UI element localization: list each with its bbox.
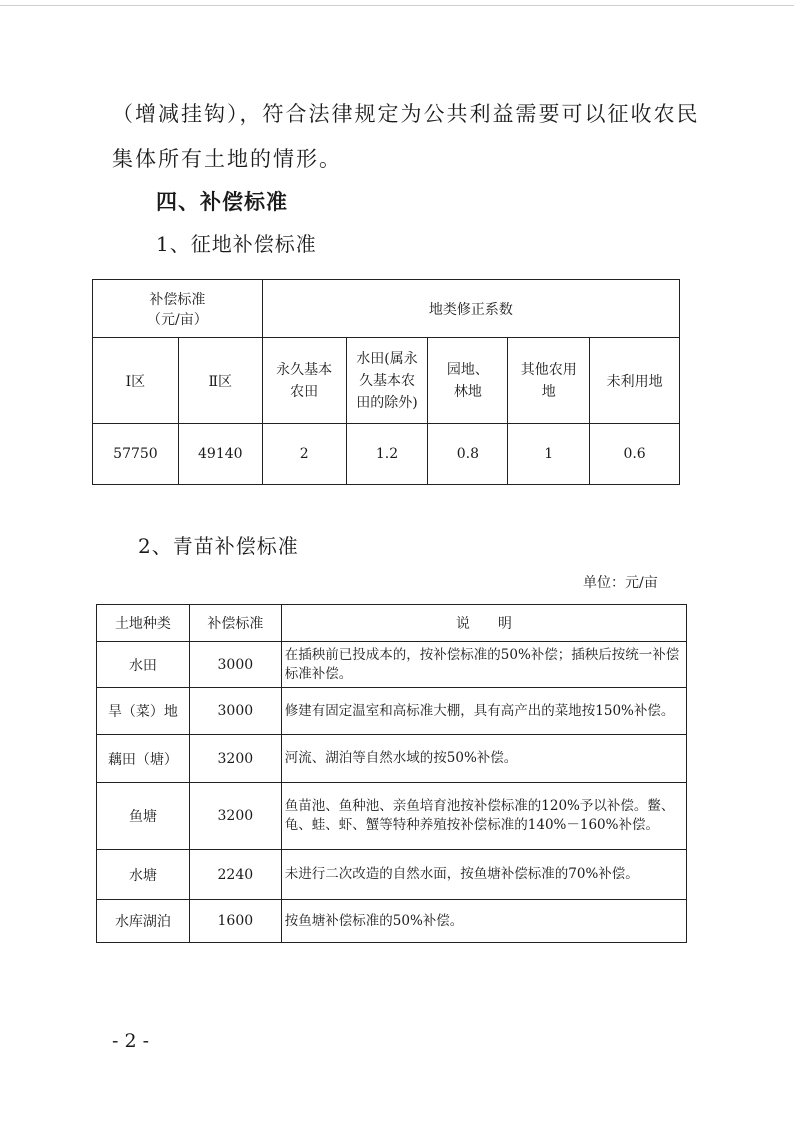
section-heading: 四、补偿标准 [156,190,288,214]
header-unused-land: 未利用地 [590,338,680,424]
standard-cell: 3000 [189,688,281,735]
header-other-agricultural: 其他农用地 [508,338,590,424]
top-rule [0,5,794,6]
land-type-cell: 旱（菜）地 [97,688,190,735]
table-row [97,900,687,943]
table-row [97,642,687,688]
land-type-cell: 水库湖泊 [97,900,190,943]
standard-cell: 1600 [189,900,281,943]
header-zone-1: Ⅰ区 [93,338,179,424]
header-paddy: 水田(属永久基本农田的除外) [346,338,428,424]
crop-compensation-table [96,604,687,943]
subheading-crop-compensation: 2、青苗补偿标准 [138,534,299,558]
standard-cell: 3000 [189,642,281,688]
header-zone-2: Ⅱ区 [178,338,262,424]
value-permanent-farmland: 2 [262,424,346,485]
header-permanent-farmland: 永久基本农田 [262,338,346,424]
value-zone-2: 49140 [178,424,262,485]
description-cell: 河流、湖泊等自然水域的按50%补偿。 [281,735,686,783]
table-row [97,735,687,783]
value-unused-land: 0.6 [590,424,680,485]
value-garden-forest: 0.8 [428,424,508,485]
body-text-line-2: 集体所有土地的情形。 [112,147,342,171]
header-garden-forest: 园地、林地 [428,338,508,424]
value-zone-1: 57750 [93,424,179,485]
header-standard: 补偿标准 [189,605,281,642]
standard-cell: 3200 [189,735,281,783]
land-type-cell: 鱼塘 [97,783,190,850]
value-other-agricultural: 1 [508,424,590,485]
description-cell: 按鱼塘补偿标准的50%补偿。 [281,900,686,943]
value-paddy: 1.2 [346,424,428,485]
header-coefficient: 地类修正系数 [262,280,679,338]
land-compensation-table [92,279,680,485]
description-cell: 未进行二次改造的自然水面，按鱼塘补偿标准的70%补偿。 [281,850,686,900]
table-row [97,783,687,850]
body-text-line-1: （增减挂钩），符合法律规定为公共利益需要可以征收农民 [112,102,700,126]
table-row [97,850,687,900]
description-cell: 在插秧前已投成本的，按补偿标准的50%补偿；插秧后按统一补偿标准补偿。 [281,642,686,688]
header-compensation-standard [93,280,263,338]
description-cell: 鱼苗池、鱼种池、亲鱼培育池按补偿标准的120%予以补偿。鳖、龟、蛙、虾、蟹等特种养殖按补偿标准的140%－160%补偿。 [281,783,686,850]
unit-label: 单位：元/亩 [583,575,658,591]
subheading-land-compensation: 1、征地补偿标准 [156,232,317,256]
standard-cell: 3200 [189,783,281,850]
description-cell: 修建有固定温室和高标准大棚，具有高产出的菜地按150%补偿。 [281,688,686,735]
header-description: 说 明 [281,605,686,642]
table-row [97,688,687,735]
standard-cell: 2240 [189,850,281,900]
header-std-label: 补偿标准 [149,291,206,308]
land-type-cell: 水田 [97,642,190,688]
land-type-cell: 藕田（塘） [97,735,190,783]
header-land-type: 土地种类 [97,605,190,642]
page-number: - 2 - [112,1030,150,1052]
land-type-cell: 水塘 [97,850,190,900]
header-std-unit: （元/亩） [147,311,208,328]
